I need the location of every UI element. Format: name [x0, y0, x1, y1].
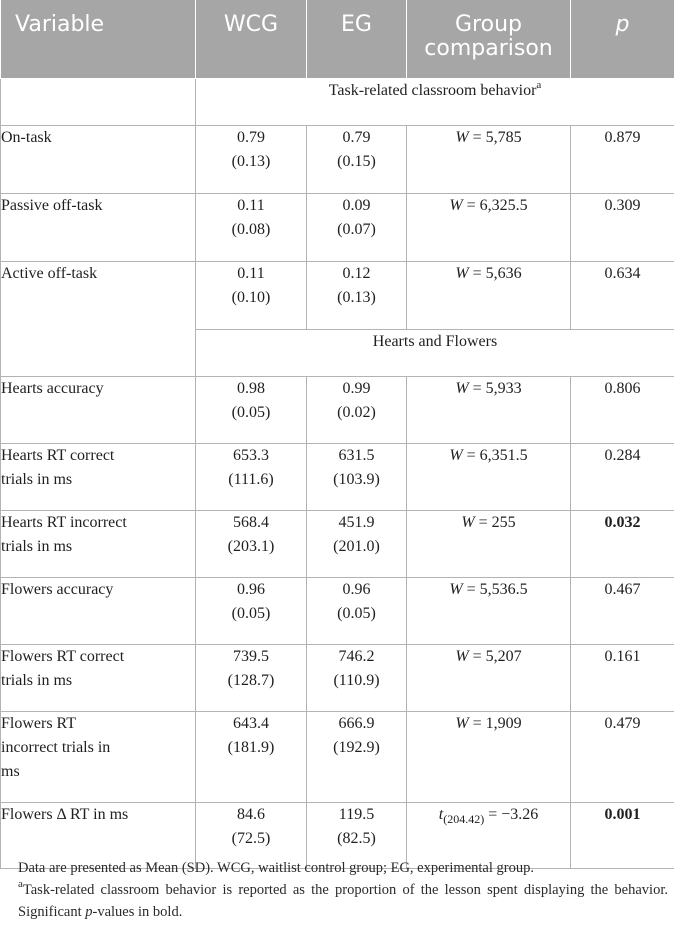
stat-value: = 1,909 — [472, 714, 522, 732]
row-label-line: trials in ms — [1, 470, 73, 488]
stat-value: = 6,351.5 — [466, 446, 528, 464]
table-row — [1, 125, 674, 193]
eg-mean: 0.79 — [342, 128, 371, 146]
row-label: Passive off-task — [1, 193, 196, 261]
row-label — [1, 711, 196, 802]
eg-cell — [307, 711, 407, 802]
comparison-cell — [407, 644, 571, 711]
header-variable: Variable — [1, 0, 196, 78]
header-comparison-line1: Group — [455, 12, 522, 37]
stat-symbol: W — [449, 580, 463, 598]
stat-symbol: W — [455, 264, 469, 282]
eg-mean: 0.12 — [342, 264, 371, 282]
table-footnote — [18, 857, 668, 923]
row-label: Flowers Δ RT in ms — [1, 802, 196, 868]
footnote-a-text: Task-related classroom behavior is reported as the proportion of the lesson spent displaying the behavior. Significant — [18, 882, 668, 920]
eg-cell — [307, 443, 407, 510]
wcg-cell — [196, 510, 307, 577]
wcg-mean: 0.79 — [237, 128, 265, 146]
p-cell-significant: 0.001 — [571, 802, 674, 868]
p-cell: 0.309 — [571, 193, 674, 261]
wcg-sd: (128.7) — [227, 671, 275, 689]
row-label-line: Flowers RT correct — [1, 647, 125, 665]
wcg-sd: (181.9) — [227, 738, 275, 756]
table-row — [1, 261, 674, 329]
stat-value: = 6,325.5 — [466, 196, 528, 214]
header-p: p — [571, 0, 674, 78]
section-header-row — [1, 78, 674, 125]
stat-symbol: W — [455, 647, 469, 665]
row-label — [1, 510, 196, 577]
eg-sd: (192.9) — [333, 738, 380, 756]
row-label-line: ms — [1, 762, 20, 780]
eg-cell — [307, 125, 407, 193]
table-row — [1, 510, 674, 577]
eg-mean: 666.9 — [338, 714, 375, 732]
stat-symbol: W — [449, 196, 463, 214]
wcg-cell — [196, 193, 307, 261]
wcg-sd: (111.6) — [228, 470, 274, 488]
p-cell: 0.879 — [571, 125, 674, 193]
comparison-cell — [407, 125, 571, 193]
row-label: On-task — [1, 125, 196, 193]
stat-symbol: W — [449, 446, 463, 464]
row-label-line: incorrect trials in — [1, 738, 111, 756]
wcg-cell — [196, 376, 307, 443]
comparison-cell — [407, 193, 571, 261]
eg-sd: (82.5) — [337, 829, 376, 847]
wcg-cell — [196, 711, 307, 802]
table-row — [1, 711, 674, 802]
p-cell: 0.634 — [571, 261, 674, 329]
wcg-mean: 739.5 — [233, 647, 269, 665]
eg-cell — [307, 577, 407, 644]
wcg-mean: 0.11 — [237, 196, 265, 214]
row-label-line: Hearts RT correct — [1, 446, 115, 464]
eg-mean: 119.5 — [338, 805, 375, 823]
wcg-sd: (0.05) — [231, 604, 271, 622]
section-title-sup: a — [536, 78, 542, 91]
eg-sd: (0.05) — [337, 604, 376, 622]
row-label — [1, 443, 196, 510]
wcg-mean: 0.96 — [237, 580, 265, 598]
stat-value: = −3.26 — [488, 805, 539, 823]
row-label-line: trials in ms — [1, 671, 73, 689]
eg-sd: (0.13) — [337, 288, 376, 306]
stat-symbol: W — [455, 714, 469, 732]
eg-sd: (0.02) — [337, 403, 376, 421]
stat-value: = 5,785 — [472, 128, 522, 146]
row-label: Flowers accuracy — [1, 577, 196, 644]
stat-subscript: (204.42) — [443, 811, 485, 826]
wcg-cell — [196, 125, 307, 193]
stat-symbol: W — [455, 379, 469, 397]
header-group-comparison — [407, 0, 571, 78]
stat-value: = 5,933 — [472, 379, 522, 397]
comparison-cell — [407, 261, 571, 329]
header-row — [1, 0, 674, 78]
stat-symbol: t — [438, 805, 444, 823]
eg-cell — [307, 644, 407, 711]
eg-cell — [307, 261, 407, 329]
eg-mean: 746.2 — [338, 647, 375, 665]
eg-sd: (103.9) — [333, 470, 380, 488]
wcg-cell — [196, 644, 307, 711]
eg-sd: (110.9) — [333, 671, 380, 689]
wcg-mean: 0.11 — [237, 264, 265, 282]
section-empty-cell — [1, 329, 196, 376]
comparison-cell — [407, 577, 571, 644]
section-title-hearts-flowers: Hearts and Flowers — [196, 329, 674, 376]
wcg-mean: 0.98 — [237, 379, 265, 397]
wcg-sd: (72.5) — [231, 829, 271, 847]
eg-cell — [307, 510, 407, 577]
section-header-row — [1, 329, 674, 376]
comparison-cell — [407, 510, 571, 577]
footnote-a-marker: a — [18, 878, 23, 890]
eg-mean: 0.99 — [342, 379, 371, 397]
section-title-text: Task-related classroom behavior — [328, 81, 537, 99]
stat-value: = 5,536.5 — [466, 580, 528, 598]
stat-value: = 5,207 — [472, 647, 522, 665]
eg-mean: 631.5 — [338, 446, 375, 464]
wcg-cell — [196, 443, 307, 510]
eg-cell — [307, 193, 407, 261]
p-cell: 0.467 — [571, 577, 674, 644]
eg-mean: 0.09 — [342, 196, 371, 214]
comparison-cell — [407, 376, 571, 443]
stat-value: = 5,636 — [472, 264, 522, 282]
row-label: Hearts accuracy — [1, 376, 196, 443]
eg-cell — [307, 376, 407, 443]
table-row — [1, 193, 674, 261]
row-label-line: Hearts RT incorrect — [1, 513, 127, 531]
p-cell: 0.479 — [571, 711, 674, 802]
wcg-mean: 653.3 — [233, 446, 269, 464]
eg-mean: 0.96 — [342, 580, 371, 598]
comparison-cell — [407, 711, 571, 802]
wcg-sd: (203.1) — [227, 537, 275, 555]
wcg-sd: (0.10) — [231, 288, 271, 306]
p-cell: 0.806 — [571, 376, 674, 443]
p-cell: 0.161 — [571, 644, 674, 711]
wcg-mean: 568.4 — [233, 513, 269, 531]
stat-value: = 255 — [478, 513, 516, 531]
wcg-sd: (0.05) — [231, 403, 271, 421]
eg-mean: 451.9 — [338, 513, 375, 531]
wcg-cell — [196, 261, 307, 329]
wcg-cell — [196, 577, 307, 644]
stat-symbol: W — [461, 513, 475, 531]
section-empty-cell — [1, 78, 196, 125]
p-cell: 0.284 — [571, 443, 674, 510]
row-label — [1, 644, 196, 711]
table-row — [1, 376, 674, 443]
row-label-line: trials in ms — [1, 537, 73, 555]
eg-sd: (201.0) — [333, 537, 380, 555]
eg-sd: (0.07) — [337, 220, 376, 238]
wcg-sd: (0.08) — [231, 220, 271, 238]
wcg-sd: (0.13) — [231, 152, 271, 170]
footnote-line: Data are presented as Mean (SD). WCG, waitlist control group; EG, experimental group. — [18, 860, 534, 876]
footnote-a-end: -values in bold. — [92, 904, 183, 920]
section-title-classroom — [196, 78, 674, 125]
header-wcg: WCG — [196, 0, 307, 78]
wcg-mean: 643.4 — [233, 714, 269, 732]
row-label: Active off-task — [1, 261, 196, 329]
stat-symbol: W — [455, 128, 469, 146]
table-row — [1, 443, 674, 510]
footnote-a-italic: p — [85, 904, 93, 920]
table-row — [1, 644, 674, 711]
comparison-cell — [407, 443, 571, 510]
row-label-line: Flowers RT — [1, 714, 77, 732]
eg-sd: (0.15) — [337, 152, 376, 170]
p-cell-significant: 0.032 — [571, 510, 674, 577]
wcg-mean: 84.6 — [237, 805, 265, 823]
header-comparison-line2: comparison — [424, 36, 553, 61]
table-row — [1, 577, 674, 644]
header-eg: EG — [307, 0, 407, 78]
footnote-a — [18, 879, 668, 923]
